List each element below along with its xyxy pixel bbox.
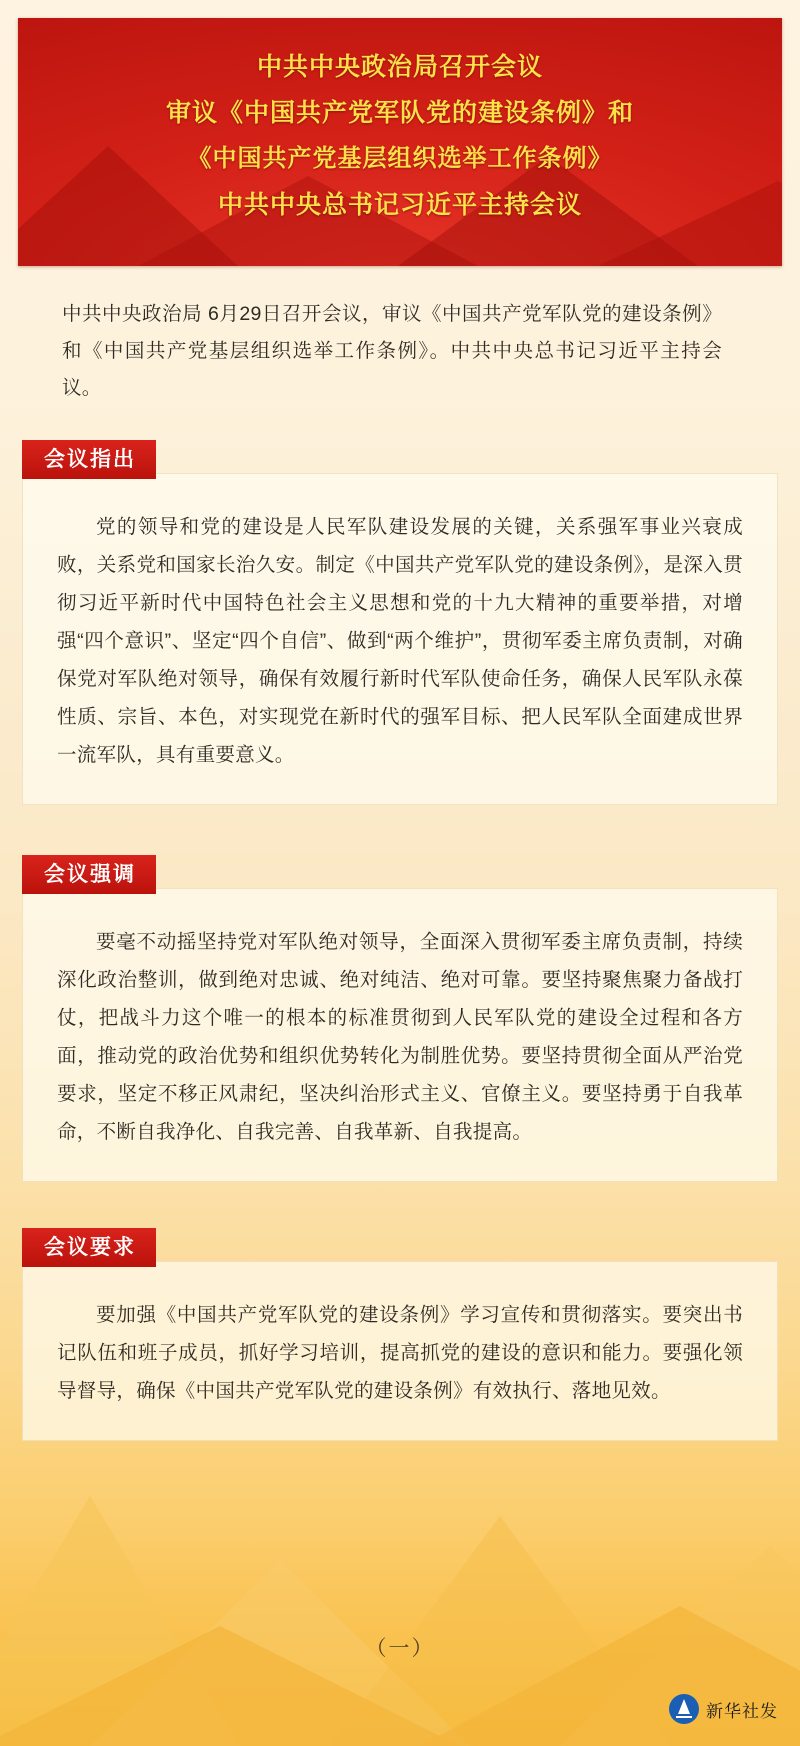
banner-title-line-1: 中共中央政治局召开会议 xyxy=(256,53,543,81)
footer-logo xyxy=(669,1694,778,1724)
section-body-text: 党的领导和党的建设是人民军队建设发展的关键，关系强军事业兴衰成败，关系党和国家长治久安。制定《中国共产党军队党的建设条例》，是深入贯彻习近平新时代中国特色社会主义思想和党的十九大精神的重要举措，对增强“四个意识”、坚定“四个自信”、做到“两个维护”，贯彻军委主席负责制，对确保党对军队绝对领导，确保有效履行新时代军队使命任务，确保人民军队永葆性质、宗旨、本色，对实现党在新时代的强军目标、把人民军队全面建成世界一流军队，具有重要意义。 xyxy=(57,516,743,766)
header-banner xyxy=(18,18,782,266)
mountain-shape xyxy=(420,1606,800,1746)
section-label: 会议指出 xyxy=(22,440,156,479)
section-body-text: 要加强《中国共产党军队党的建设条例》学习宣传和贯彻落实。要突出书记队伍和班子成员，抓好学习培训，提高抓党的建设的意识和能力。要强化领导督导，确保《中国共产党军队党的建设条例》有效执行、落地见效。 xyxy=(57,1304,743,1402)
section-body-text: 要毫不动摇坚持党对军队绝对领导，全面深入贯彻军委主席负责制，持续深化政治整训，做到绝对忠诚、绝对纯洁、绝对可靠。要坚持聚焦聚力备战打仗，把战斗力这个唯一的根本的标准贯彻到人民军队党的建设全过程和各方面，推动党的政治优势和组织优势转化为制胜优势。要坚持贯彻全面从严治党要求，坚定不移正风肃纪，坚决纠治形式主义、官僚主义。要坚持勇于自我革命，不断自我净化、自我完善、自我革新、自我提高。 xyxy=(57,931,743,1143)
banner-title-line-4: 中共中央总书记习近平主持会议 xyxy=(217,191,582,219)
intro-paragraph: 中共中央政治局 6月29日召开会议，审议《中国共产党军队党的建设条例》和《中国共产党基层组织选举工作条例》。中共中央总书记习近平主持会议。 xyxy=(62,303,722,399)
section-body xyxy=(22,888,778,1182)
banner-title-block xyxy=(18,18,782,228)
mountain-shape xyxy=(0,1496,240,1746)
section-body xyxy=(22,473,778,805)
section-meeting-pointed-out xyxy=(22,440,778,805)
xinhua-logo-icon xyxy=(669,1694,699,1724)
banner-title-line-3: 《中国共产党基层组织选举工作条例》 xyxy=(187,145,613,172)
section-label: 会议强调 xyxy=(22,855,156,894)
mountain-shape xyxy=(330,1516,670,1746)
banner-title-line-2: 审议《中国共产党军队党的建设条例》和 xyxy=(165,99,634,127)
section-label: 会议要求 xyxy=(22,1228,156,1267)
footer-logo-label: 新华社发 xyxy=(706,1701,778,1721)
section-meeting-emphasized xyxy=(22,855,778,1182)
section-body xyxy=(22,1261,778,1441)
section-meeting-required xyxy=(22,1228,778,1441)
page-number: （一） xyxy=(365,1637,435,1660)
